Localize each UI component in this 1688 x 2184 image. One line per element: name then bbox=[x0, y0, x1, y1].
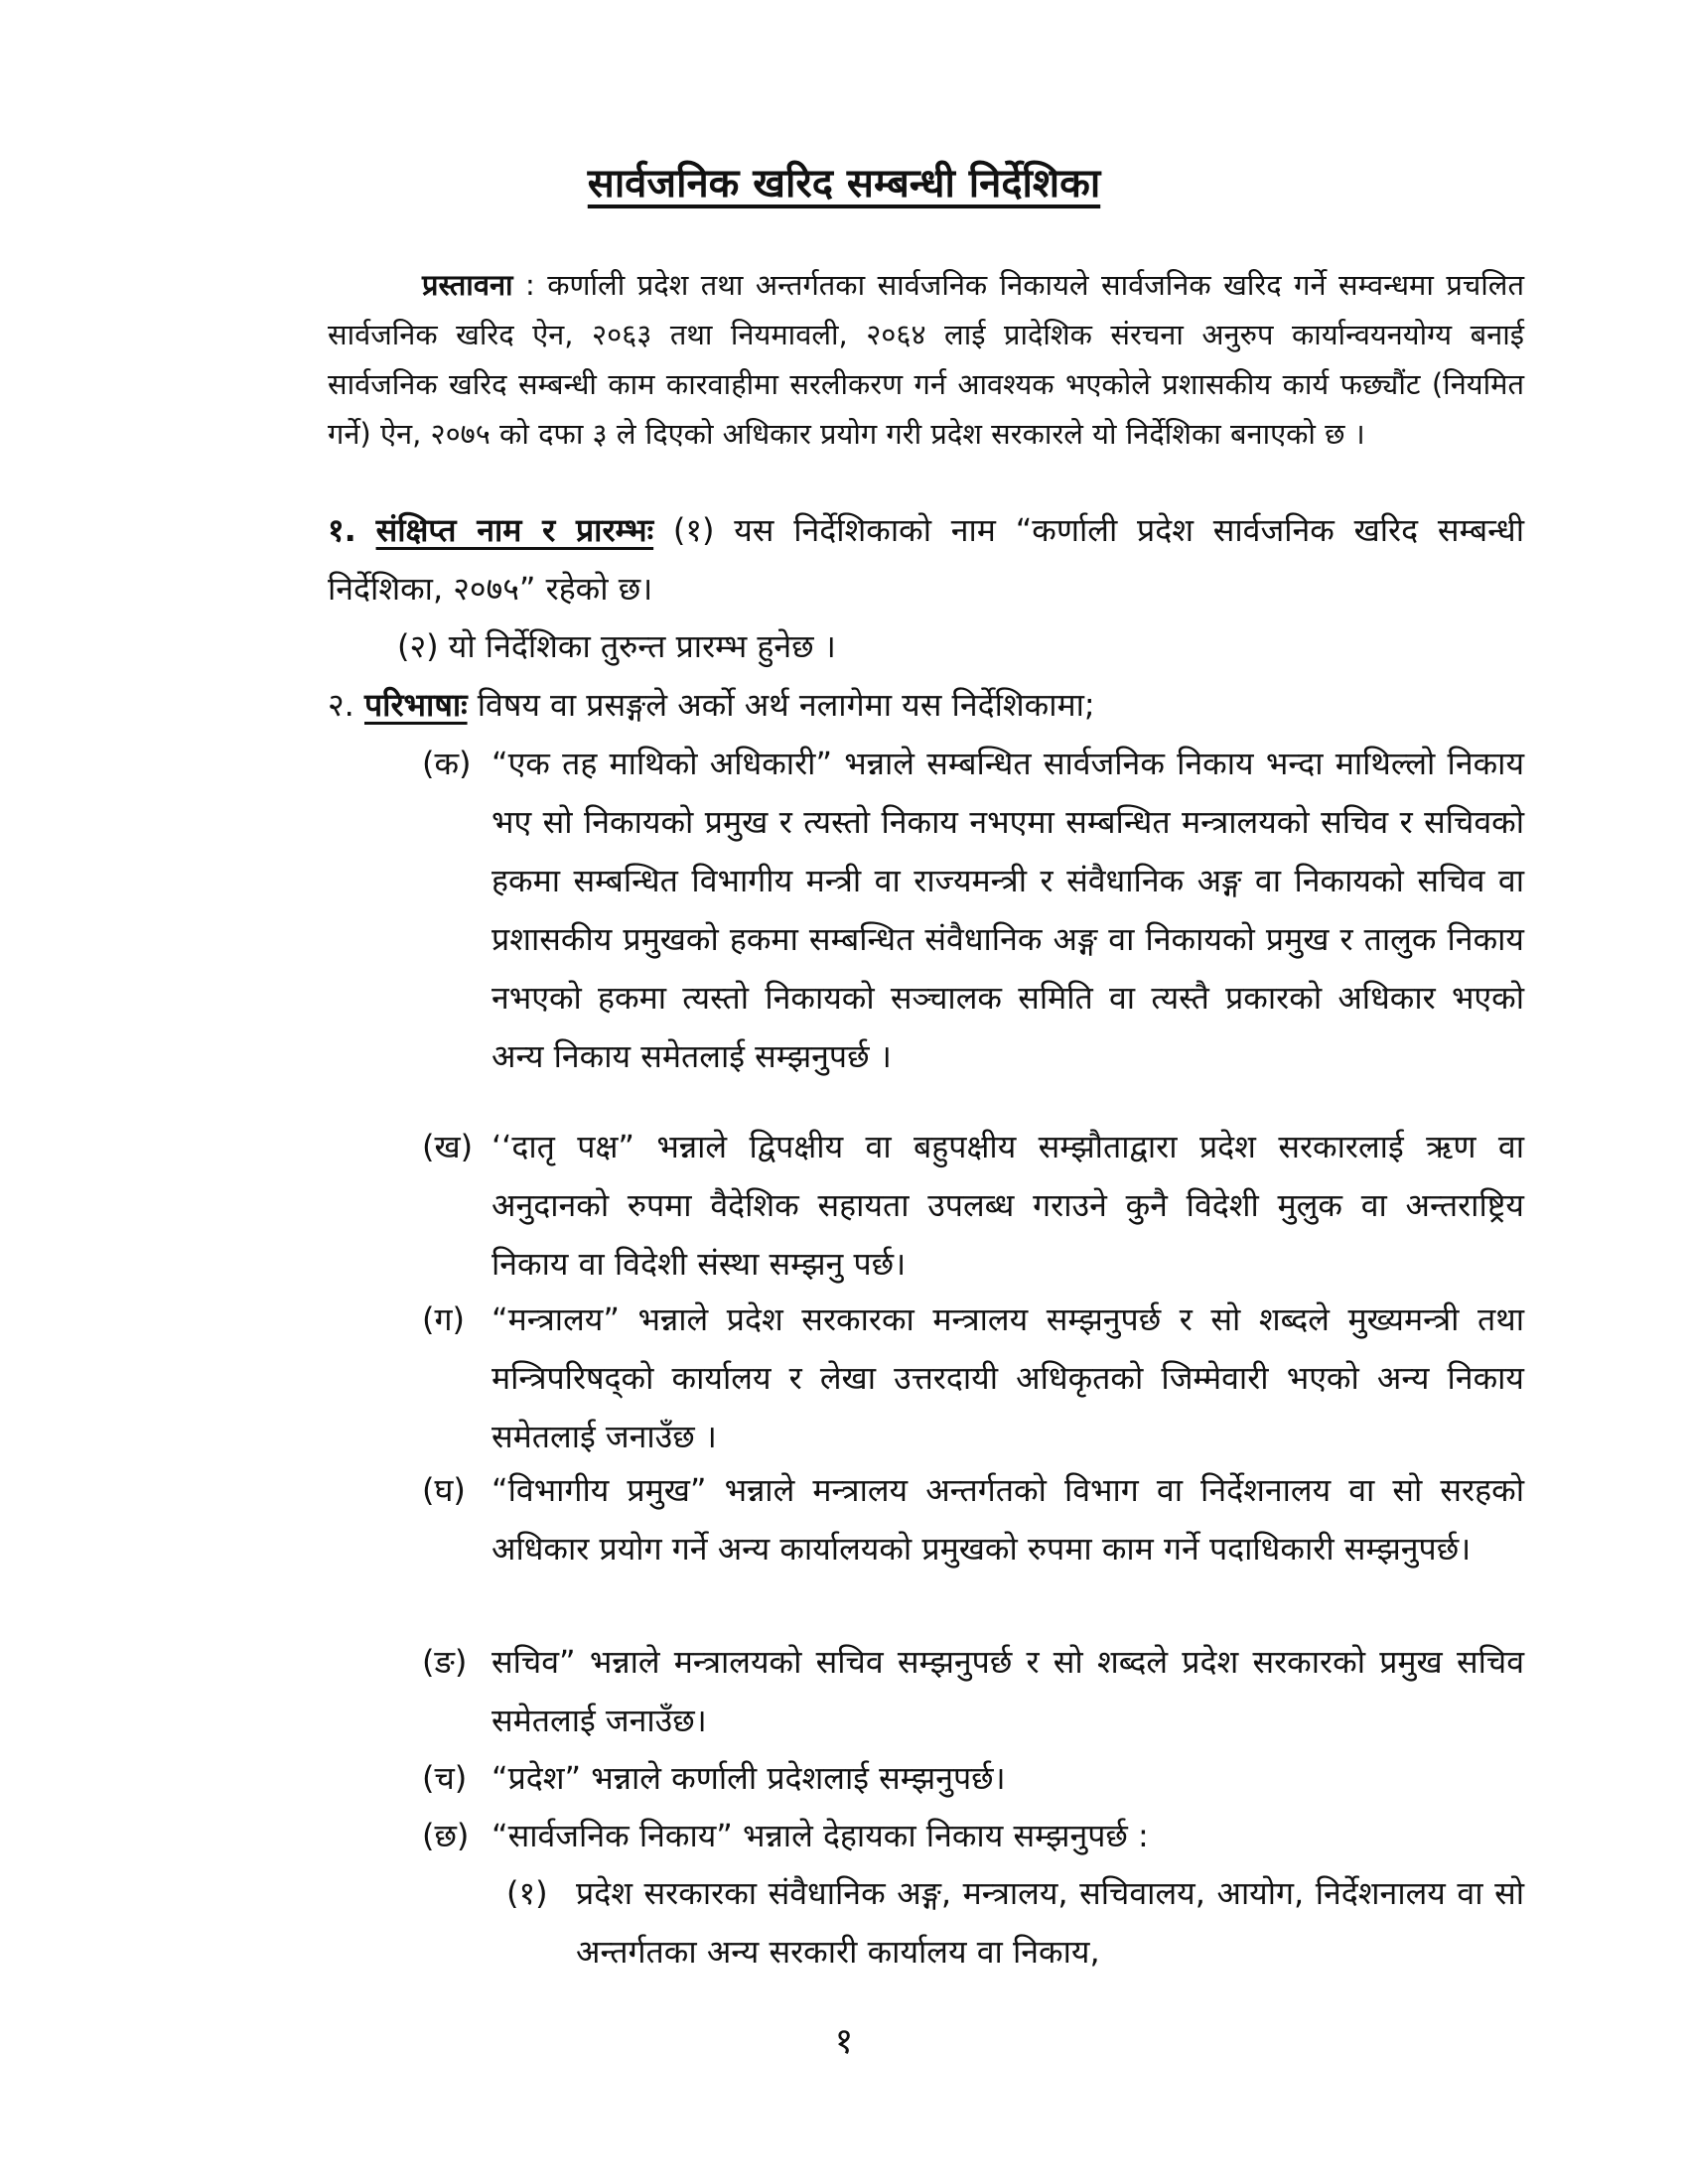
definition-item bbox=[422, 1807, 1524, 1865]
definition-text: “सार्वजनिक निकाय” भन्नाले देहायका निकाय सम्झनुपर्छ : bbox=[492, 1817, 1149, 1854]
section-2-intro: विषय वा प्रसङ्गले अर्को अर्थ नलागेमा यस निर्देशिकामा; bbox=[467, 686, 1095, 724]
section-1-sub1: (१) यस निर्देशिकाको नाम “कर्णाली प्रदेश सार्वजनिक खरिद सम्बन्धी निर्देशिका, २०७५” रहेको छ। bbox=[328, 511, 1525, 608]
definition-item bbox=[422, 1118, 1524, 1294]
document-title: सार्वजनिक खरिद सम्बन्धी निर्देशिका bbox=[587, 161, 1101, 206]
subitem-text: प्रदेश सरकारका संवैधानिक अङ्ग, मन्त्रालय, सचिवालय, आयोग, निर्देशनालय वा सो अन्तर्गतका अन्य सरकारी कार्यालय वा निकाय, bbox=[576, 1874, 1524, 1971]
definition-text: “एक तह माथिको अधिकारी” भन्नाले सम्बन्धित सार्वजनिक निकाय भन्दा माथिल्लो निकाय भए सो निकायको प्रमुख र त्यस्तो निकाय नभएमा सम्बन्धित मन्त्रालयको सचिव र सचिवको हकमा सम्बन्धित विभागीय मन्त्री वा राज्यमन्त्री र संवैधानिक अङ्ग वा निकायको सचिव वा प्रशासकीय प्रमुखको हकमा सम्बन्धित संवैधानिक अङ्ग वा निकायको प्रमुख र तालुक निकाय नभएको हकमा त्यस्तो निकायको सञ्चालक समिति वा त्यस्तै प्रकारको अधिकार भएको अन्य निकाय समेतलाई सम्झनुपर्छ । bbox=[492, 745, 1524, 1075]
page-number: १ bbox=[834, 2021, 854, 2062]
preamble-text: : कर्णाली प्रदेश तथा अन्तर्गतका सार्वजनिक निकायले सार्वजनिक खरिद गर्ने सम्वन्धमा प्रचलित सार्वजनिक खरिद ऐन, २०६३ तथा नियमावली, २०६४ लाई प्रादेशिक संरचना अनुरुप कार्यान्वयनयोग्य बनाई सार्वजनिक खरिद सम्बन्धी काम कारवाहीमा सरलीकरण गर्न आवश्यक भएकोले प्रशासकीय कार्य फछ्यौंट (नियमित गर्ने) ऐन, २०७५ को दफा ३ ले दिएको अधिकार प्रयोग गरी प्रदेश सरकारले यो निर्देशिका बनाएको छ । bbox=[328, 268, 1524, 451]
definition-label: (क) bbox=[422, 745, 472, 782]
definition-text: “विभागीय प्रमुख” भन्नाले मन्त्रालय अन्तर्गतको विभाग वा निर्देशनालय वा सो सरहको अधिकार प्रयोग गर्ने अन्य कार्यालयको प्रमुखको रुपमा काम गर्ने पदाधिकारी सम्झनुपर्छ। bbox=[492, 1471, 1524, 1568]
definition-label: (ख) bbox=[422, 1128, 474, 1165]
section-1-heading: संक्षिप्त नाम र प्रारम्भः bbox=[375, 511, 654, 549]
preamble-paragraph bbox=[328, 260, 1524, 459]
section-1-sub2: (२) यो निर्देशिका तुरुन्त प्रारम्भ हुनेछ । bbox=[397, 627, 836, 665]
section-1 bbox=[328, 501, 1524, 618]
definition-item bbox=[422, 1291, 1524, 1466]
definition-text: “मन्त्रालय” भन्नाले प्रदेश सरकारका मन्त्रालय सम्झनुपर्छ र सो शब्दले मुख्यमन्त्री तथा मन्त्रिपरिषद्को कार्यालय र लेखा उत्तरदायी अधिकृतको जिम्मेवारी भएको अन्य निकाय समेतलाई जनाउँछ । bbox=[492, 1300, 1524, 1455]
definition-label: (घ) bbox=[422, 1471, 466, 1509]
definition-subitem bbox=[506, 1864, 1524, 1981]
definition-label: (छ) bbox=[422, 1817, 470, 1854]
section-2-heading: परिभाषाः bbox=[363, 686, 468, 724]
definition-item bbox=[422, 1461, 1524, 1578]
definition-text: सचिव” भन्नाले मन्त्रालयको सचिव सम्झनुपर्छ र सो शब्दले प्रदेश सरकारको प्रमुख सचिव समेतलाई जनाउँछ। bbox=[492, 1643, 1524, 1739]
definition-item bbox=[422, 735, 1524, 1086]
subitem-label: (१) bbox=[506, 1874, 548, 1912]
definition-text: “प्रदेश” भन्नाले कर्णाली प्रदेशलाई सम्झनुपर्छ। bbox=[492, 1759, 1006, 1797]
definition-label: (च) bbox=[422, 1759, 468, 1797]
definition-label: (ग) bbox=[422, 1300, 465, 1338]
section-1-number: १. bbox=[328, 511, 356, 549]
definition-label: (ङ) bbox=[422, 1643, 468, 1681]
definition-item bbox=[422, 1749, 1524, 1808]
definition-item bbox=[422, 1633, 1524, 1750]
section-2-number: २. bbox=[328, 686, 354, 724]
section-2 bbox=[328, 676, 1524, 735]
preamble-label: प्रस्तावना bbox=[422, 268, 513, 302]
definition-text: ‘‘दातृ पक्ष” भन्नाले द्विपक्षीय वा बहुपक्षीय सम्झौताद्वारा प्रदेश सरकारलाई ऋण वा अनुदानको रुपमा वैदेशिक सहायता उपलब्ध गराउने कुनै विदेशी मुलुक वा अन्तराष्ट्रिय निकाय वा विदेशी संस्था सम्झनु पर्छ। bbox=[492, 1128, 1524, 1283]
